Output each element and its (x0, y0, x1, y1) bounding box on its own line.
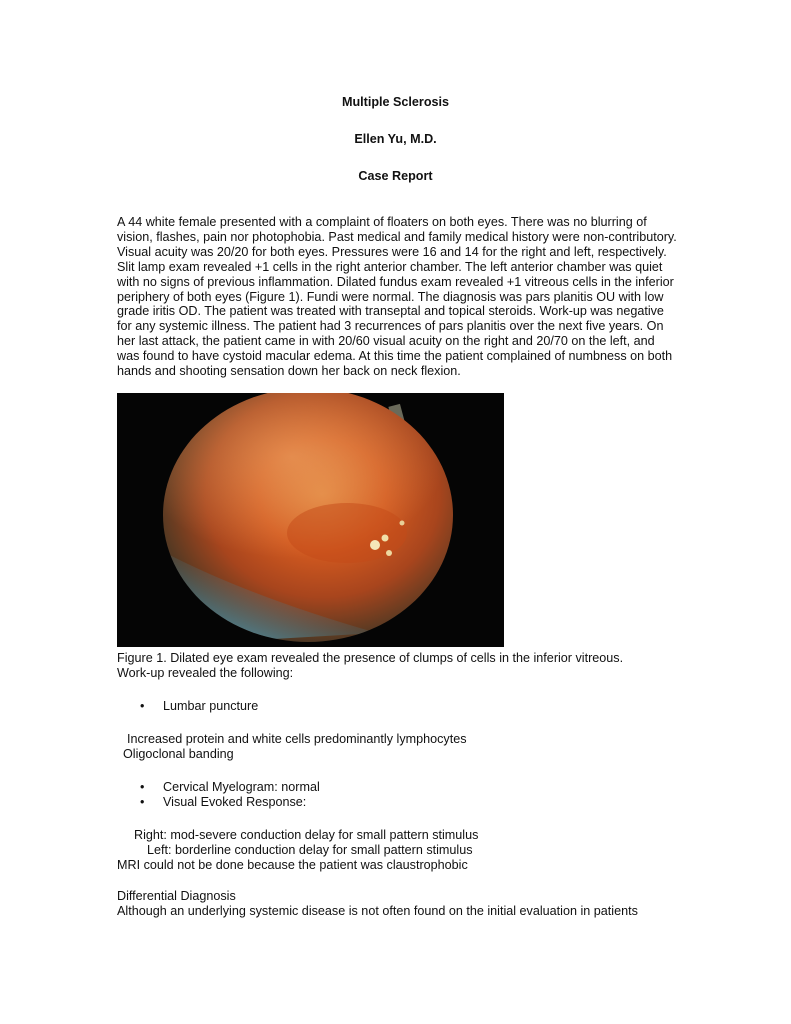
fundus-figure (117, 393, 504, 647)
fundus-photo (117, 393, 504, 647)
mri-note: MRI could not be done because the patient was claustrophobic (117, 858, 468, 872)
ver-left-finding: Left: borderline conduction delay for small pattern stimulus (147, 843, 473, 857)
lumbar-finding-2: Oligoclonal banding (123, 747, 234, 761)
bullet-icon: • (140, 699, 145, 713)
section-heading: Case Report (358, 169, 433, 183)
cervical-myelogram-item: Cervical Myelogram: normal (163, 780, 320, 794)
differential-text: Although an underlying systemic disease is not often found on the initial evaluation in patients (117, 904, 638, 918)
document-author: Ellen Yu, M.D. (354, 132, 437, 146)
ver-right-finding: Right: mod-severe conduction delay for small pattern stimulus (134, 828, 479, 842)
list-item (140, 780, 144, 795)
bullet-icon: • (140, 795, 145, 809)
lumbar-puncture-item: Lumbar puncture (163, 699, 259, 713)
document-title: Multiple Sclerosis (341, 95, 450, 109)
lumbar-finding-1: Increased protein and white cells predominantly lymphocytes (127, 732, 467, 746)
visual-evoked-response-item: Visual Evoked Response: (163, 795, 307, 809)
list-item (140, 699, 144, 714)
figure-caption: Figure 1. Dilated eye exam revealed the presence of clumps of cells in the inferior vitreous. (117, 651, 624, 665)
case-paragraph: A 44 white female presented with a complaint of floaters on both eyes. There was no blurring of vision, flashes, pain nor photophobia. Past medical and family medical history were non-contributory. Visual acuity was 20/20 for both eyes. Pressures were 16 and 14 for the right and left, respectively. Slit lamp exam revealed +1 cells in the right anterior chamber. The left anterior chamber was quiet with no signs of previous inflammation. Dilated fundus exam revealed +1 vitreous cells in the inferior periphery of both eyes (Figure 1). Fundi were normal. The diagnosis was pars planitis OU with low grade iritis OD. The patient was treated with transeptal and topical steroids. Work-up was negative for any systemic illness. The patient had 3 recurrences of pars planitis over the next five years. On her last attack, the patient came in with 20/60 visual acuity on the right and 20/70 on the left, and was found to have cystoid macular edema. At this time the patient complained of numbness on both hands and shooting sensation down her back on neck flexion. (117, 215, 677, 379)
differential-heading: Differential Diagnosis (117, 889, 236, 903)
bullet-icon: • (140, 780, 145, 794)
list-item (140, 795, 144, 810)
workup-intro: Work-up revealed the following: (117, 666, 294, 680)
